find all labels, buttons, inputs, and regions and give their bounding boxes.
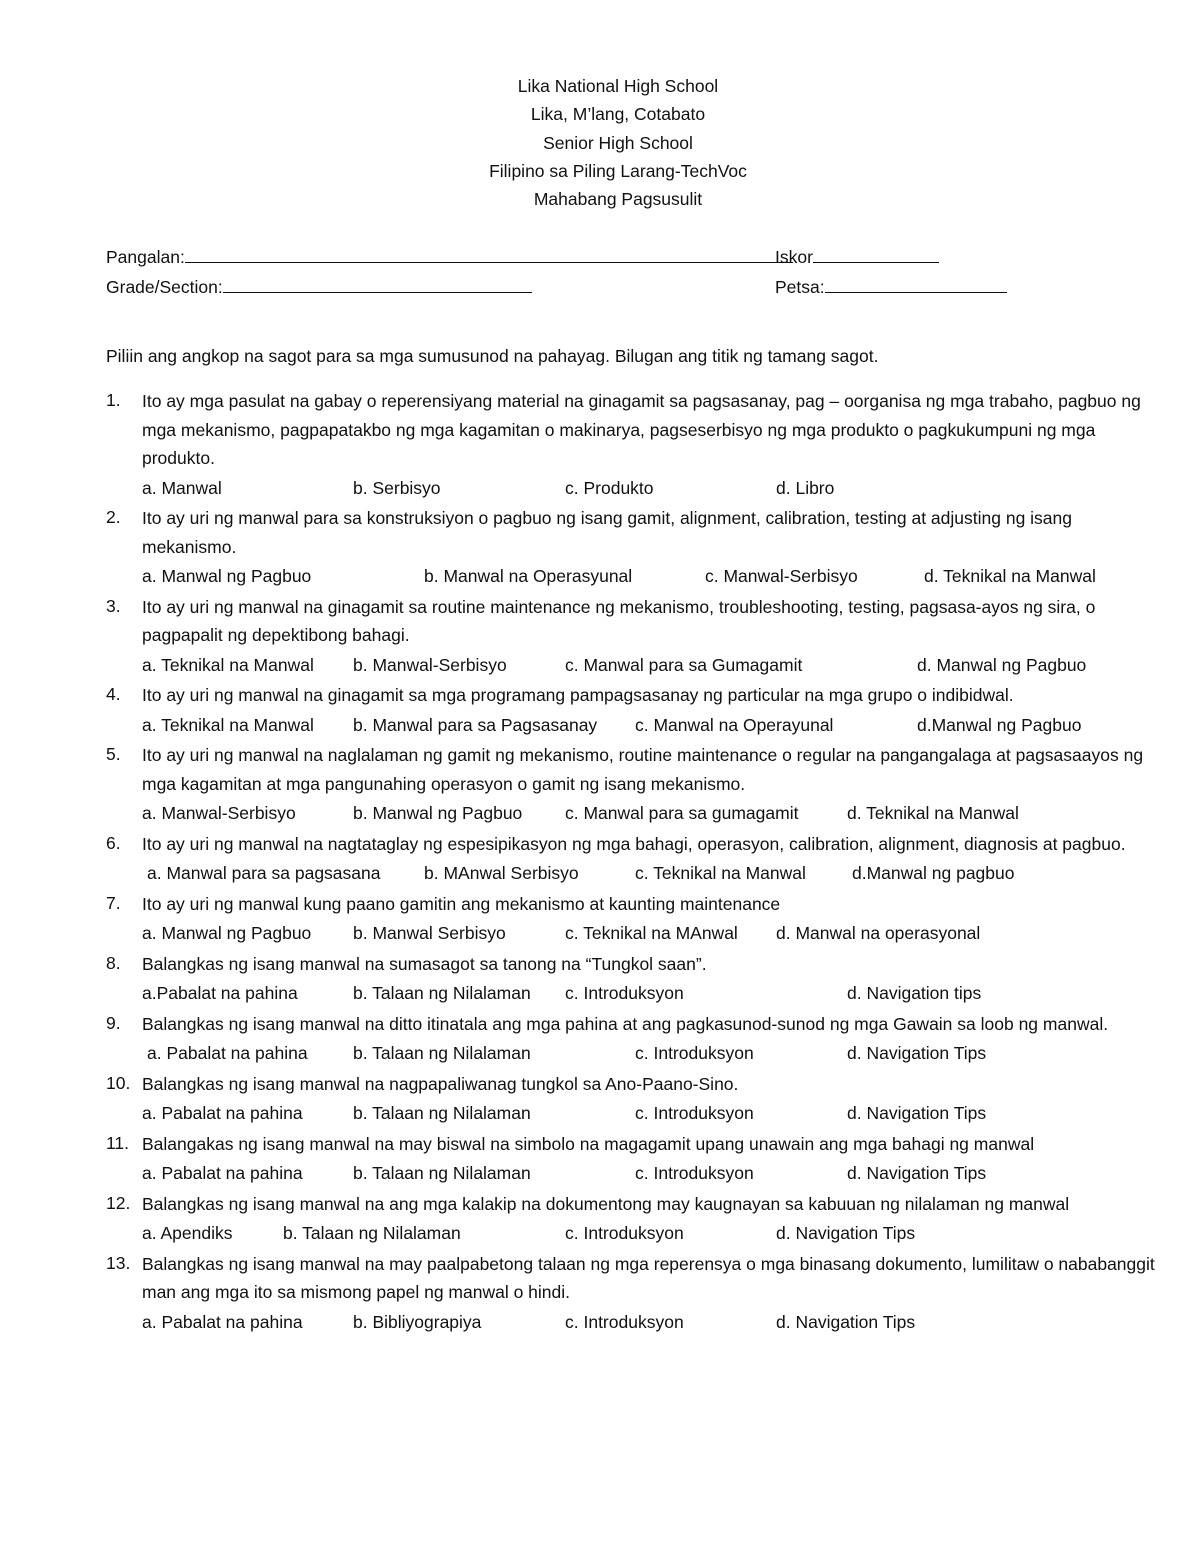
option-d[interactable]: d. Navigation Tips — [847, 1043, 987, 1063]
question-item — [106, 949, 1156, 1009]
option-a[interactable]: a. Pabalat na pahina — [142, 1163, 303, 1183]
answer-options — [106, 473, 1156, 504]
option-c[interactable]: c. Manwal para sa Gumagamit — [565, 654, 803, 675]
question-item — [106, 740, 1156, 829]
question-number: 11. — [106, 1132, 130, 1153]
question-item — [106, 1189, 1156, 1249]
answer-options — [106, 1158, 1156, 1189]
answer-options — [106, 978, 1156, 1009]
student-info-fields — [106, 242, 1106, 302]
option-a[interactable]: a. Manwal-Serbisyo — [142, 803, 296, 823]
option-b[interactable]: b. Talaan ng Nilalaman — [353, 983, 531, 1003]
question-item — [106, 1009, 1156, 1069]
question-text: Balangkas ng isang manwal na ditto itinatala ang mga pahina at ang pagkasunod-sunod ng mga Gawain sa loob ng manwal. — [142, 1013, 1109, 1034]
date-field[interactable] — [825, 274, 1007, 293]
date-label: Petsa: — [775, 277, 825, 297]
score-field[interactable] — [813, 244, 939, 263]
question-text: Ito ay mga pasulat na gabay o reperensiyang material na ginagamit sa pagsasanay, pag – oorganisa ng mga trabaho, pagbuo ng mga mekanismo, pagpapatakbo ng mga kagamitan o makinarya, pagseserbisyo ng mga produkto o pagkukumpuni ng mga produkto. — [142, 391, 1141, 468]
question-number: 13. — [106, 1252, 131, 1273]
answer-options — [106, 798, 1156, 829]
option-d[interactable]: d. Teknikal na Manwal — [924, 566, 1096, 586]
option-a[interactable]: a. Pabalat na pahina — [147, 1043, 308, 1063]
question-text: Balangkas ng isang manwal na ang mga kalakip na dokumentong may kaugnayan sa kabuuan ng nilalaman ng manwal — [142, 1193, 1070, 1214]
answer-options — [106, 1098, 1156, 1129]
question-number: 9. — [106, 1012, 121, 1033]
question-text: Ito ay uri ng manwal para sa konstruksiyon o pagbuo ng isang gamit, alignment, calibration, testing at adjusting ng isang mekanismo. — [142, 508, 1072, 557]
option-a[interactable]: a. Teknikal na Manwal — [142, 654, 314, 675]
option-c[interactable]: c. Introduksyon — [565, 983, 684, 1003]
option-b[interactable]: b. Manwal Serbisyo — [353, 923, 506, 943]
exam-title: Mahabang Pagsusulit — [533, 189, 703, 210]
school-level: Senior High School — [543, 132, 693, 153]
option-b[interactable]: b. Manwal ng Pagbuo — [353, 803, 523, 823]
option-c[interactable]: c. Teknikal na MAnwal — [565, 923, 738, 943]
answer-options — [106, 1218, 1156, 1249]
option-c[interactable]: c. Introduksyon — [565, 1311, 684, 1332]
option-d[interactable]: d. Manwal ng Pagbuo — [917, 654, 1087, 675]
question-text: Balangkas ng isang manwal na nagpapaliwanag tungkol sa Ano-Paano-Sino. — [142, 1073, 739, 1094]
answer-options — [106, 858, 1156, 889]
question-list — [106, 386, 1156, 1337]
question-item — [106, 829, 1156, 889]
question-item — [106, 1249, 1156, 1338]
section-field[interactable] — [223, 274, 532, 293]
option-d[interactable]: d. Manwal na operasyonal — [776, 923, 981, 943]
option-a[interactable]: a. Manwal ng Pagbuo — [142, 923, 312, 943]
option-b[interactable]: b. Talaan ng Nilalaman — [283, 1223, 461, 1243]
question-text: Balangkas ng isang manwal na may paalpabetong talaan ng mga reperensya o mga binasang dokumento, lumilitaw o nababanggit man ang mga ito sa mismong papel ng manwal o hindi. — [142, 1253, 1155, 1302]
option-d[interactable]: d. Navigation Tips — [847, 1103, 987, 1123]
question-text: Ito ay uri ng manwal na nagtataglay ng espesipikasyon ng mga bahagi, operasyon, calibration, alignment, diagnosis at pagbuo. — [142, 833, 1126, 854]
question-number: 4. — [106, 684, 121, 704]
option-b[interactable]: b. Manwal na Operasyunal — [424, 566, 633, 586]
question-number: 8. — [106, 952, 121, 973]
option-b[interactable]: b. Talaan ng Nilalaman — [353, 1163, 531, 1183]
name-field[interactable] — [185, 244, 793, 263]
option-d[interactable]: d.Manwal ng pagbuo — [852, 863, 1015, 883]
option-d[interactable]: d. Libro — [776, 477, 835, 498]
school-name: Lika National High School — [517, 76, 719, 96]
option-a[interactable]: a. Manwal — [142, 477, 222, 498]
option-d[interactable]: d. Navigation Tips — [776, 1311, 916, 1332]
name-label: Pangalan: — [106, 247, 185, 267]
option-d[interactable]: d. Navigation Tips — [776, 1223, 916, 1243]
question-item — [106, 386, 1156, 503]
option-a[interactable]: a. Pabalat na pahina — [142, 1311, 303, 1332]
question-text: Balangkas ng isang manwal na sumasagot sa tanong na “Tungkol saan”. — [142, 953, 707, 974]
option-b[interactable]: b. Talaan ng Nilalaman — [353, 1103, 531, 1123]
question-text: Ito ay uri ng manwal na naglalaman ng gamit ng mekanismo, routine maintenance o regular na pangangalaga at pagsasaayos ng mga kagamitan at mga pangunahing operasyon o gamit ng isang mekanismo. — [142, 745, 1144, 794]
question-number: 6. — [106, 832, 121, 853]
question-item — [106, 1129, 1156, 1189]
option-d[interactable]: d. Navigation Tips — [847, 1163, 987, 1183]
option-b[interactable]: b. MAnwal Serbisyo — [424, 863, 579, 883]
option-b[interactable]: b. Serbisyo — [353, 477, 441, 498]
question-text: Ito ay uri ng manwal na ginagamit sa routine maintenance ng mekanismo, troubleshooting, testing, pagsasa-ayos ng sira, o pagpapalit ng depektibong bahagi. — [142, 596, 1096, 645]
option-a[interactable]: a. Manwal para sa pagsasana — [147, 863, 381, 883]
question-number: 12. — [106, 1192, 131, 1213]
option-d[interactable]: d. Teknikal na Manwal — [847, 803, 1019, 823]
option-a[interactable]: a. Pabalat na pahina — [142, 1103, 303, 1123]
instructions: Piliin ang angkop na sagot para sa mga sumusunod na pahayag. Bilugan ang titik ng tamang sagot. — [106, 346, 879, 366]
option-c[interactable]: c. Manwal na Operayunal — [635, 714, 834, 735]
answer-options — [106, 1038, 1156, 1069]
question-item — [106, 680, 1156, 740]
question-text: Ito ay uri ng manwal kung paano gamitin ang mekanismo at kaunting maintenance — [142, 893, 781, 914]
option-c[interactable]: c. Introduksyon — [565, 1223, 684, 1243]
subject-title: Filipino sa Piling Larang-TechVoc — [489, 160, 747, 181]
option-a[interactable]: a. Manwal ng Pagbuo — [142, 566, 312, 586]
option-b[interactable]: b. Manwal-Serbisyo — [353, 654, 507, 675]
question-number: 5. — [106, 744, 121, 764]
question-number: 2. — [106, 507, 121, 527]
question-item — [106, 1069, 1156, 1129]
question-number: 3. — [106, 595, 121, 616]
question-text: Balangakas ng isang manwal na may biswal na simbolo na magagamit upang unawain ang mga bahagi ng manwal — [142, 1133, 1035, 1154]
option-a[interactable]: a. Apendiks — [142, 1223, 233, 1243]
option-a[interactable]: a. Teknikal na Manwal — [142, 714, 314, 735]
section-label: Grade/Section: — [106, 277, 223, 297]
option-b[interactable]: b. Manwal para sa Pagsasanay — [353, 714, 598, 735]
option-c[interactable]: c. Introduksyon — [635, 1163, 754, 1183]
option-b[interactable]: b. Bibliyograpiya — [353, 1311, 482, 1332]
score-label: Iskor — [775, 247, 813, 267]
option-c[interactable]: c. Manwal para sa gumagamit — [565, 803, 799, 823]
question-item — [106, 592, 1156, 681]
option-b[interactable]: b. Talaan ng Nilalaman — [353, 1043, 531, 1063]
question-number: 10. — [106, 1072, 131, 1093]
question-item — [106, 889, 1156, 949]
school-address: Lika, M’lang, Cotabato — [530, 104, 706, 125]
question-number: 1. — [106, 390, 121, 410]
question-item — [106, 503, 1156, 592]
question-text: Ito ay uri ng manwal na ginagamit sa mga programang pampagsasanay ng particular na mga grupo o indibidwal. — [142, 685, 1014, 705]
answer-options — [106, 561, 1156, 592]
answer-options — [106, 710, 1156, 741]
answer-options — [106, 650, 1156, 681]
question-number: 7. — [106, 892, 121, 913]
answer-options — [106, 1307, 1156, 1338]
document-header — [0, 72, 1200, 213]
option-c[interactable]: c. Introduksyon — [635, 1103, 754, 1123]
option-a[interactable]: a.Pabalat na pahina — [142, 983, 298, 1003]
option-d[interactable]: d.Manwal ng Pagbuo — [917, 714, 1082, 735]
answer-options — [106, 918, 1156, 949]
option-d[interactable]: d. Navigation tips — [847, 983, 982, 1003]
option-c[interactable]: c. Manwal-Serbisyo — [705, 566, 858, 586]
option-c[interactable]: c. Produkto — [565, 477, 654, 498]
option-c[interactable]: c. Introduksyon — [635, 1043, 754, 1063]
option-c[interactable]: c. Teknikal na Manwal — [635, 863, 806, 883]
